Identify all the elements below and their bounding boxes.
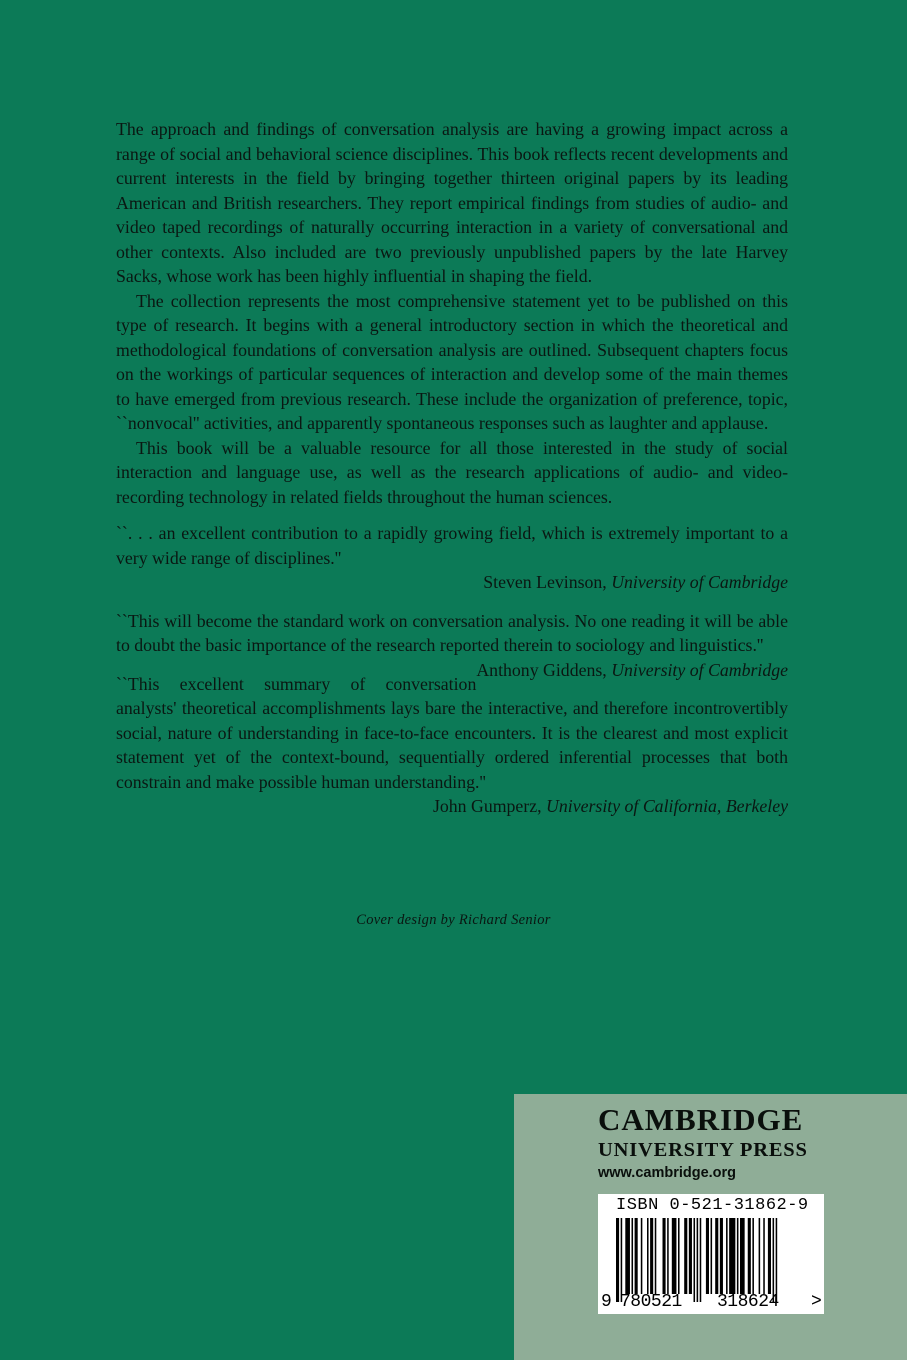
review-quote-2-wrap (116, 609, 788, 680)
back-cover-text (116, 117, 788, 819)
review-quote-2-author: Anthony Giddens, (476, 659, 612, 680)
cover-design-credit: Cover design by Richard Senior (356, 912, 551, 928)
review-quote-3-affiliation: University of California, Berkeley (546, 796, 788, 816)
publisher-url: www.cambridge.org (598, 1165, 737, 1181)
blurb-paragraph-1: The approach and findings of conversation analysis are having a growing impact across a range of social and behavioral science disciplines. This book reflects recent developments and current interests in the field by bringing together thirteen original papers by its leading American and British researchers. They report empirical findings from studies of audio- and video taped recordings of naturally occurring interaction in a variety of conversational and other contexts. Also included are two previously unpublished papers by the late Harvey Sacks, whose work has been highly influential in shaping the field. (116, 119, 788, 286)
barcode-lead-digit: 9 (601, 1292, 612, 1312)
review-quote-2-affiliation: University of Cambridge (611, 659, 788, 680)
review-quote-1-author: Steven Levinson, (483, 572, 612, 592)
barcode-digit-group-2: 318624 (717, 1292, 779, 1312)
review-quote-1-attribution (116, 570, 788, 595)
blurb-paragraph-2: The collection represents the most comprehensive statement yet to be published on this type of research. It begins with a general introductory section in which the theoretical and methodological foundations of conversation analysis are outlined. Subsequent chapters focus on the workings of particular sequences of interaction and develop some of the main themes to have emerged from previous research. These include the organization of preference, topic, ``nonvocal'' activities, and apparently spontaneous responses such as laughter and applause. (116, 290, 788, 433)
publisher-name: CAMBRIDGE (598, 1102, 804, 1137)
review-quote-1-text: ``. . . an excellent contribution to a rapidly growing field, which is extremely important to a very wide range of disciplines.'' (116, 523, 788, 568)
isbn-label: ISBN 0-521-31862-9 (616, 1196, 809, 1215)
blurb-paragraph-3: This book will be a valuable resource for all those interested in the study of social interaction and language use, as well as the research applications of audio- and video-recording technology in related fields throughout the human sciences. (116, 437, 788, 507)
review-quote-3-text: ``This excellent summary of conversation analysts' theoretical accomplishments lays bare the interactive, and therefore incontrovertibly social, nature of understanding in face-to-face encounters. It is the clearest and most explicit statement yet of the context-bound, sequentially ordered inferential processes that both constrain and make possible human understanding.'' (116, 673, 788, 792)
isbn-barcode (598, 1194, 824, 1314)
publisher-subname: UNIVERSITY PRESS (598, 1139, 808, 1161)
barcode-digits (598, 1292, 824, 1314)
barcode-end-marker: > (811, 1292, 822, 1312)
review-quote-2 (116, 609, 788, 680)
review-quote-3 (116, 672, 788, 819)
review-quote-3-author: John Gumperz, (432, 796, 547, 816)
review-quote-2-attribution (476, 658, 788, 683)
barcode-digit-group-1: 780521 (620, 1292, 682, 1312)
review-quote-3-attribution (116, 794, 788, 819)
review-quote-1 (116, 521, 788, 595)
publisher-panel (514, 1094, 907, 1360)
review-quote-1-affiliation: University of Cambridge (611, 572, 788, 592)
review-quote-2-text: ``This will become the standard work on conversation analysis. No one reading it will be able to doubt the basic importance of the research reported therein to sociology and linguistics.'' (116, 610, 788, 655)
